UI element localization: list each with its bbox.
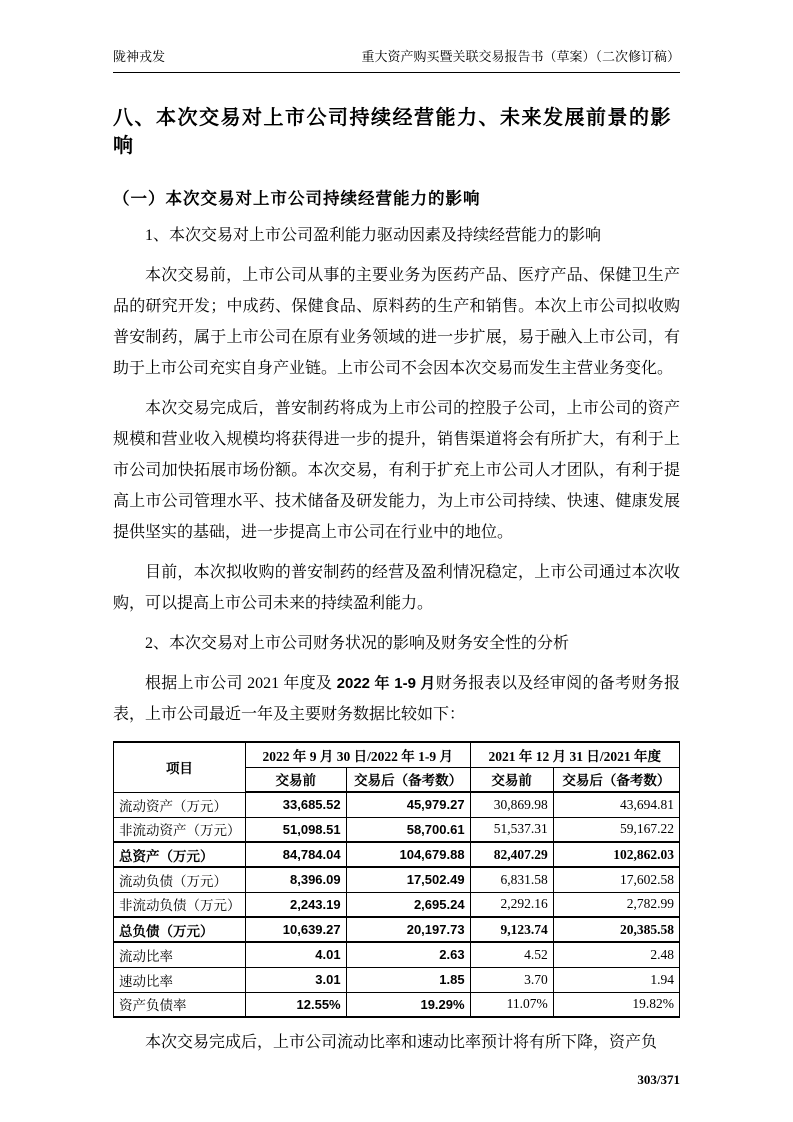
cell-value: 20,385.58 bbox=[553, 917, 679, 942]
row-label: 总负债（万元） bbox=[114, 917, 246, 942]
col-header-pre-2022: 交易前 bbox=[245, 767, 346, 792]
cell-value: 102,862.03 bbox=[553, 842, 679, 867]
row-label: 速动比率 bbox=[114, 967, 246, 992]
cell-value: 17,602.58 bbox=[553, 867, 679, 892]
row-label: 资产负债率 bbox=[114, 992, 246, 1017]
cell-value: 1.85 bbox=[346, 967, 470, 992]
cell-value: 19.29% bbox=[346, 992, 470, 1017]
row-label: 流动比率 bbox=[114, 942, 246, 967]
cell-value: 3.01 bbox=[245, 967, 346, 992]
subsection-title: （一）本次交易对上市公司持续经营能力的影响 bbox=[113, 190, 481, 208]
cell-value: 104,679.88 bbox=[346, 842, 470, 867]
cell-value: 2.48 bbox=[553, 942, 679, 967]
col-group-2022: 2022 年 9 月 30 日/2022 年 1-9 月 bbox=[245, 742, 470, 767]
header-document-title: 重大资产购买暨关联交易报告书（草案）（二次修订稿） bbox=[361, 49, 680, 64]
cell-value: 2,695.24 bbox=[346, 892, 470, 917]
paragraph-4-suffix: 财务报表以及经审阅的备考财务报表，上市公司最近一年及主要财务数据比较如下： bbox=[113, 675, 680, 723]
cell-value: 9,123.74 bbox=[470, 917, 553, 942]
col-header-item: 项目 bbox=[114, 742, 246, 792]
cell-value: 2,292.16 bbox=[470, 892, 553, 917]
cell-value: 51,098.51 bbox=[245, 817, 346, 842]
cell-value: 12.55% bbox=[245, 992, 346, 1017]
paragraph-3: 目前，本次拟收购的普安制药的经营及盈利情况稳定，上市公司通过本次收购，可以提高上市公司未来的持续盈利能力。 bbox=[113, 564, 680, 612]
running-header bbox=[113, 46, 680, 73]
table-header-row-groups bbox=[114, 742, 680, 767]
paragraph-5: 本次交易完成后，上市公司流动比率和速动比率预计将有所下降，资产负 bbox=[145, 1034, 658, 1051]
col-header-post-2021: 交易后（备考数） bbox=[553, 767, 679, 792]
table-row bbox=[114, 967, 680, 992]
paragraph-4-bold-period: 2022 年 1-9 月 bbox=[336, 675, 436, 692]
paragraph-1: 本次交易前，上市公司从事的主要业务为医药产品、医疗产品、保健卫生产品的研究开发；中成药、保健食品、原料药的生产和销售。本次上市公司拟收购普安制药，属于上市公司在原有业务领域的进一步扩展，易于融入上市公司，有助于上市公司充实自身产业链。上市公司不会因本次交易而发生主营业务变化。 bbox=[113, 267, 680, 377]
item-heading-2: 2、本次交易对上市公司财务状况的影响及财务安全性的分析 bbox=[145, 635, 570, 652]
table-row bbox=[114, 817, 680, 842]
cell-value: 43,694.81 bbox=[553, 792, 679, 817]
table-row bbox=[114, 992, 680, 1017]
cell-value: 19.82% bbox=[553, 992, 679, 1017]
cell-value: 82,407.29 bbox=[470, 842, 553, 867]
row-label: 非流动负债（万元） bbox=[114, 892, 246, 917]
row-label: 总资产（万元） bbox=[114, 842, 246, 867]
cell-value: 33,685.52 bbox=[245, 792, 346, 817]
table-row bbox=[114, 792, 680, 817]
cell-value: 2,243.19 bbox=[245, 892, 346, 917]
page-number: 303/371 bbox=[637, 1072, 680, 1087]
item-heading-1: 1、本次交易对上市公司盈利能力驱动因素及持续经营能力的影响 bbox=[145, 227, 602, 244]
cell-value: 20,197.73 bbox=[346, 917, 470, 942]
cell-value: 45,979.27 bbox=[346, 792, 470, 817]
cell-value: 8,396.09 bbox=[245, 867, 346, 892]
cell-value: 17,502.49 bbox=[346, 867, 470, 892]
cell-value: 6,831.58 bbox=[470, 867, 553, 892]
col-header-post-2022: 交易后（备考数） bbox=[346, 767, 470, 792]
section-title: 八、本次交易对上市公司持续经营能力、未来发展前景的影响 bbox=[113, 107, 672, 157]
col-header-pre-2021: 交易前 bbox=[470, 767, 553, 792]
col-group-2021: 2021 年 12 月 31 日/2021 年度 bbox=[470, 742, 679, 767]
cell-value: 11.07% bbox=[470, 992, 553, 1017]
row-label: 流动资产（万元） bbox=[114, 792, 246, 817]
cell-value: 2,782.99 bbox=[553, 892, 679, 917]
row-label: 流动负债（万元） bbox=[114, 867, 246, 892]
table-row bbox=[114, 892, 680, 917]
table-row bbox=[114, 867, 680, 892]
financial-comparison-table bbox=[113, 741, 680, 1018]
paragraph-2: 本次交易完成后，普安制药将成为上市公司的控股子公司，上市公司的资产规模和营业收入规模均将获得进一步的提升，销售渠道将会有所扩大，有利于上市公司加快拓展市场份额。本次交易，有利于扩充上市公司人才团队，有利于提高上市公司管理水平、技术储备及研发能力，为上市公司持续、快速、健康发展提供坚实的基础，进一步提高上市公司在行业中的地位。 bbox=[113, 400, 680, 541]
paragraph-4-prefix: 根据上市公司 2021 年度及 bbox=[145, 675, 337, 692]
cell-value: 10,639.27 bbox=[245, 917, 346, 942]
header-company-name: 陇神戎发 bbox=[113, 49, 166, 64]
cell-value: 4.01 bbox=[245, 942, 346, 967]
cell-value: 84,784.04 bbox=[245, 842, 346, 867]
cell-value: 1.94 bbox=[553, 967, 679, 992]
cell-value: 59,167.22 bbox=[553, 817, 679, 842]
table-row-total-assets bbox=[114, 842, 680, 867]
cell-value: 51,537.31 bbox=[470, 817, 553, 842]
cell-value: 3.70 bbox=[470, 967, 553, 992]
table-row-total-liabilities bbox=[114, 917, 680, 942]
cell-value: 30,869.98 bbox=[470, 792, 553, 817]
paragraph-4 bbox=[113, 668, 680, 730]
row-label: 非流动资产（万元） bbox=[114, 817, 246, 842]
table-row bbox=[114, 942, 680, 967]
cell-value: 4.52 bbox=[470, 942, 553, 967]
cell-value: 2.63 bbox=[346, 942, 470, 967]
cell-value: 58,700.61 bbox=[346, 817, 470, 842]
